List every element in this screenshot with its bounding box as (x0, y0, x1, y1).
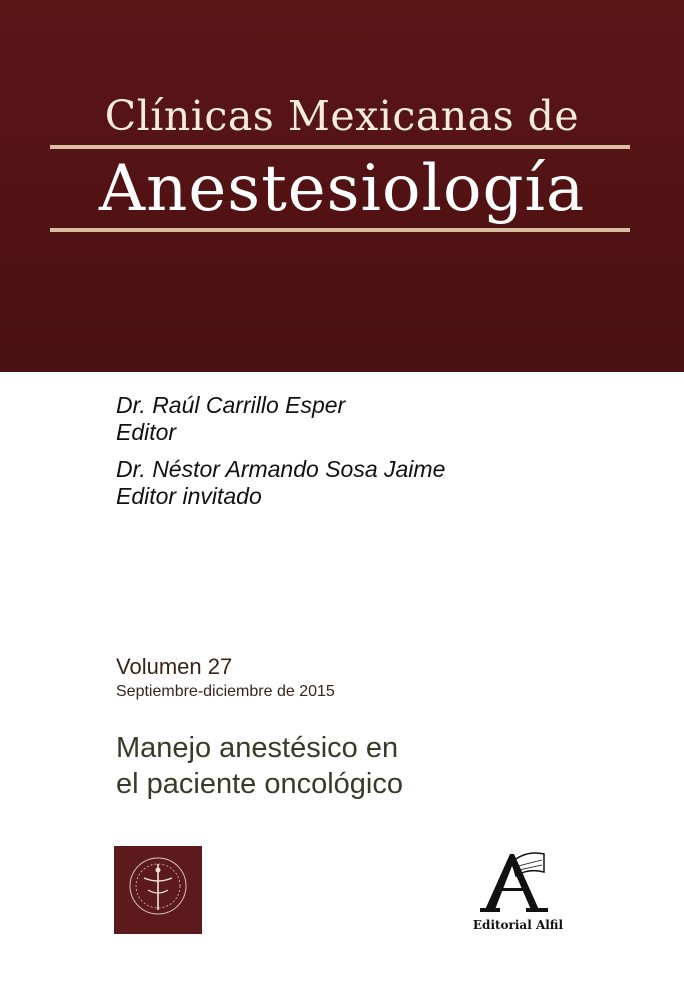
issue-topic-line2: el paciente oncológico (116, 768, 403, 800)
issue-topic (116, 730, 403, 802)
society-seal-icon (114, 846, 202, 934)
title-rule-top (50, 145, 630, 149)
issue-topic-line1: Manejo anestésico en (116, 732, 399, 764)
guest-editor-role: Editor invitado (116, 483, 262, 509)
title-rule-bottom (50, 228, 630, 232)
editors-block (116, 392, 445, 510)
editor-name: Dr. Raúl Carrillo Esper (116, 392, 346, 418)
volume-number: Volumen 27 (116, 654, 233, 679)
editor-role: Editor (116, 419, 177, 445)
series-title: Clínicas Mexicanas de (104, 92, 580, 140)
guest-editor-name: Dr. Néstor Armando Sosa Jaime (116, 456, 446, 482)
issue-dates: Septiembre-diciembre de 2015 (116, 683, 335, 700)
journal-title: Anestesiología (98, 152, 586, 226)
publisher-name: Editorial Alfil (472, 918, 564, 932)
alfil-logo-icon (478, 846, 558, 916)
editor-spacer (116, 446, 445, 456)
